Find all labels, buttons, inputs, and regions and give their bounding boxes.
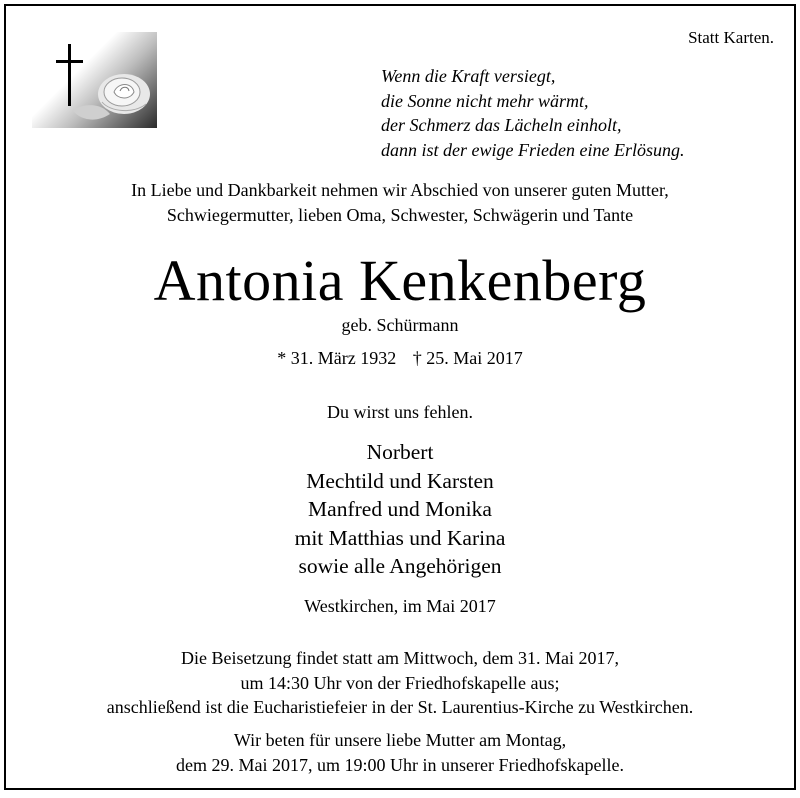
death-date: † 25. Mai 2017 [412,348,523,368]
intro-line: Schwiegermutter, lieben Oma, Schwester, Schwägerin und Tante [166,205,634,225]
intro-text [6,178,794,228]
prayer-line: Wir beten für unsere liebe Mutter am Montag, [233,730,567,750]
prayer-info [6,728,794,777]
poem-line: die Sonne nicht mehr wärmt, [381,90,589,111]
maiden-name: geb. Schürmann [341,315,459,335]
birth-date: * 31. März 1932 [277,348,397,368]
family-member: mit Matthias und Karina [294,525,506,550]
farewell-text: Du wirst uns fehlen. [327,402,473,422]
family-list [6,438,794,581]
family-member: Norbert [366,440,434,464]
burial-info [6,646,794,720]
obituary-notice [4,4,796,790]
poem-line: Wenn die Kraft versiegt, [381,66,556,86]
cross-rose-icon [32,32,157,128]
poem [381,64,684,162]
deceased-name: Antonia Kenkenberg [153,248,647,313]
family-member: sowie alle Angehörigen [298,554,502,578]
burial-line: anschließend ist die Eucharistiefeier in der St. Laurentius-Kirche zu Westkirchen. [106,697,694,717]
burial-line: Die Beisetzung findet statt am Mittwoch, dem 31. Mai 2017, [181,648,619,668]
family-member: Mechtild und Karsten [306,468,494,493]
burial-line: um 14:30 Uhr von der Friedhofskapelle aus; [240,672,560,693]
prayer-line: dem 29. Mai 2017, um 19:00 Uhr in unserer Friedhofskapelle. [176,754,624,775]
place-date: Westkirchen, im Mai 2017 [304,596,496,616]
poem-line: dann ist der ewige Frieden eine Erlösung. [381,139,685,160]
statt-karten-note: Statt Karten. [688,28,774,47]
life-dates [6,348,794,369]
family-member: Manfred und Monika [308,497,492,521]
poem-line: der Schmerz das Lächeln einholt, [381,115,622,135]
intro-line: In Liebe und Dankbarkeit nehmen wir Abschied von unserer guten Mutter, [131,180,669,200]
